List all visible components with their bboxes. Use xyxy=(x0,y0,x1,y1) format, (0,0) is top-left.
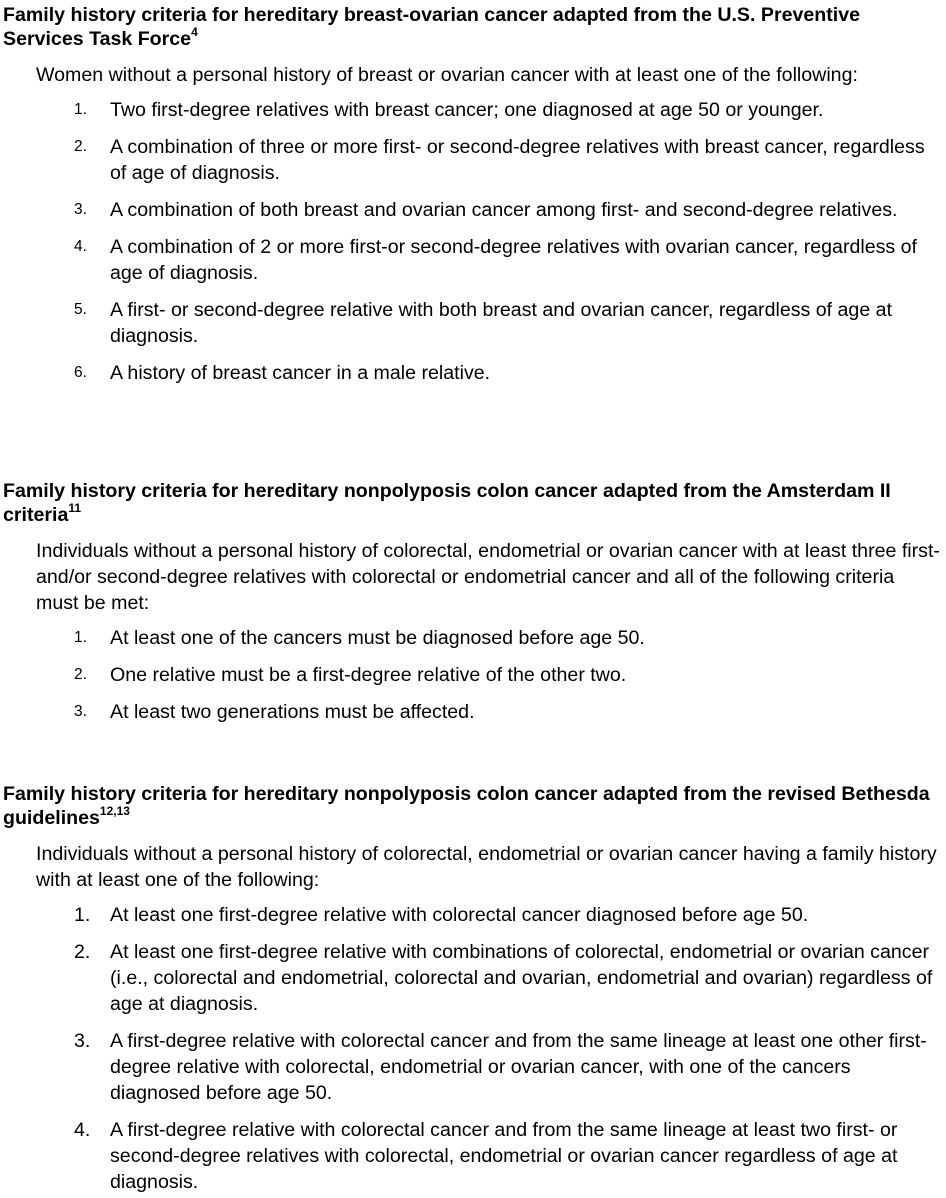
list-item: 2. At least one first-degree relative with combinations of colorectal, endometrial or ovarian cancer (i.e., colorectal and endometrial, colorectal and ovarian, endometrial and ovarian) regardless of age at diagnosis. xyxy=(74,941,933,1015)
section-heading: Family history criteria for hereditary breast-ovarian cancer adapted from the U.S. Preventive Services Task Force$^4$ xyxy=(3,4,860,50)
reference-sup: 11 xyxy=(68,501,82,516)
section-intro: Individuals without a personal history of colorectal, endometrial or ovarian cancer with at least three first- and/or second-degree relatives with colorectal or endometrial cancer and all of the following criteria must be met: xyxy=(36,540,940,614)
list-item: 2. One relative must be a first-degree relative of the other two. xyxy=(74,664,627,686)
list-item: 5. A first- or second-degree relative with both breast and ovarian cancer, regardless of age at diagnosis. xyxy=(74,299,893,347)
list-item: 4. A first-degree relative with colorectal cancer and from the same lineage at least two first- or second-degree relatives with colorectal, endometrial or ovarian cancer regardless of age at diagnosis. xyxy=(74,1119,898,1193)
section-intro: Women without a personal history of breast or ovarian cancer with at least one of the following: xyxy=(36,64,858,86)
section-bethesda xyxy=(0,782,946,1195)
section-breast-ovarian xyxy=(0,3,946,386)
section-heading: Family history criteria for hereditary nonpolyposis colon cancer adapted from the revised Bethesda guidelines$^{12,13}$ xyxy=(3,783,930,829)
section-intro: Individuals without a personal history of colorectal, endometrial or ovarian cancer having a family history with at least one of the following: xyxy=(36,843,937,891)
list-item: 3. A first-degree relative with colorectal cancer and from the same lineage at least one other first-degree relative with colorectal, endometrial or ovarian cancer, with one of the cancers diagnosed before age 50. xyxy=(74,1030,927,1104)
list-item: 2. A combination of three or more first- or second-degree relatives with breast cancer, regardless of age of diagnosis. xyxy=(74,136,925,184)
criteria-list xyxy=(0,902,946,1195)
reference-sup: 4 xyxy=(191,25,198,40)
section-heading: Family history criteria for hereditary nonpolyposis colon cancer adapted from the Amsterdam II criteria$^{11}$ xyxy=(3,480,891,526)
list-item: 1. Two first-degree relatives with breast cancer; one diagnosed at age 50 or younger. xyxy=(74,99,824,121)
reference-sup: 12,13 xyxy=(99,804,130,819)
criteria-list xyxy=(0,625,946,725)
list-item: 3. At least two generations must be affected. xyxy=(74,701,475,723)
list-item: 1. At least one first-degree relative with colorectal cancer diagnosed before age 50. xyxy=(74,904,809,926)
criteria-list xyxy=(0,97,946,386)
list-item: 4. A combination of 2 or more first-or second-degree relatives with ovarian cancer, regardless of age of diagnosis. xyxy=(74,236,917,284)
list-item: 1. At least one of the cancers must be diagnosed before age 50. xyxy=(74,627,645,649)
list-item: 3. A combination of both breast and ovarian cancer among first- and second-degree relatives. xyxy=(74,199,898,221)
section-amsterdam xyxy=(0,479,946,725)
list-item: 6. A history of breast cancer in a male relative. xyxy=(74,362,491,384)
